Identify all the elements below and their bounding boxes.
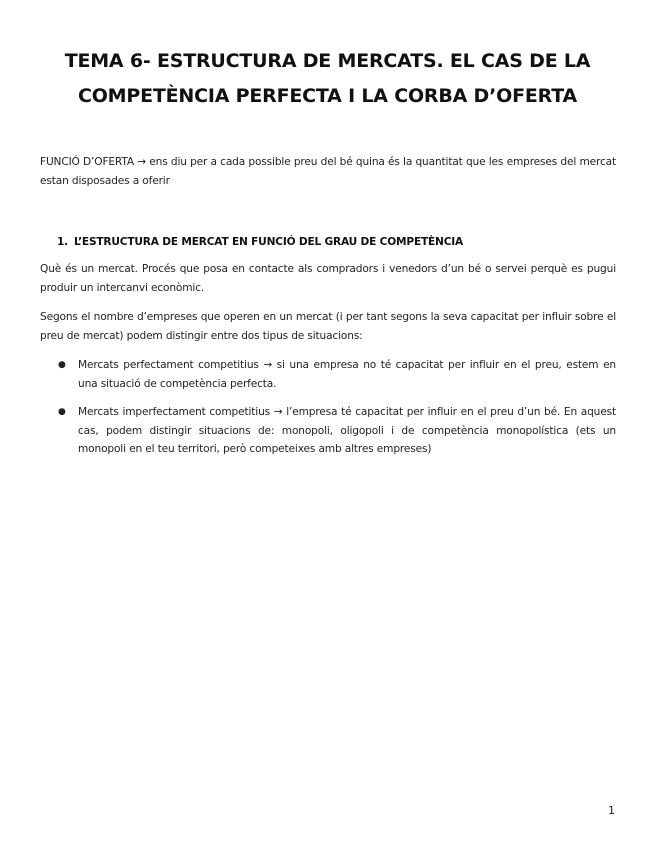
section-heading bbox=[40, 234, 616, 250]
section-paragraph-2: Segons el nombre d’empreses que operen en un mercat (i per tant segons la seva capacitat per influir sobre el preu de mercat) podem distingir entre dos tipus de situacions: bbox=[40, 311, 616, 342]
title-line-1: TEMA 6- ESTRUCTURA DE MERCATS. EL CAS DE LA bbox=[64, 50, 591, 72]
title-line-2: COMPETÈNCIA PERFECTA I LA CORBA D’OFERTA bbox=[77, 85, 578, 107]
section-heading-text: L’ESTRUCTURA DE MERCAT EN FUNCIÓ DEL GRAU DE COMPETÈNCIA bbox=[74, 236, 464, 248]
bullet-dot-icon: ● bbox=[58, 407, 66, 417]
page-number: 1 bbox=[608, 804, 615, 817]
bullet-list bbox=[40, 356, 616, 469]
section-number: 1. bbox=[57, 236, 68, 248]
bullet-text: Mercats imperfectament competitius → l’empresa té capacitat per influir en el preu d’un bé. En aquest cas, podem distingir situacions de: monopoli, oligopoli i de competència monopolística (ets un monopoli en el teu territori, però competeixes amb altres empreses) bbox=[78, 406, 616, 455]
bullet-text: Mercats perfectament competitius → si una empresa no té capacitat per influir en el preu, estem en una situació de competència perfecta. bbox=[78, 359, 616, 390]
intro-paragraph: FUNCIÓ D’OFERTA → ens diu per a cada possible preu del bé quina és la quantitat que les empreses del mercat estan disposades a oferir bbox=[40, 156, 616, 187]
document-title bbox=[40, 44, 615, 114]
bullet-dot-icon: ● bbox=[58, 360, 66, 370]
bullet-item-imperfect-competition bbox=[40, 403, 616, 459]
bullet-item-perfect-competition bbox=[40, 356, 616, 393]
section-paragraph-1: Què és un mercat. Procés que posa en contacte als compradors i venedors d’un bé o servei perquè es pugui produir un intercanvi econòmic. bbox=[40, 263, 616, 294]
